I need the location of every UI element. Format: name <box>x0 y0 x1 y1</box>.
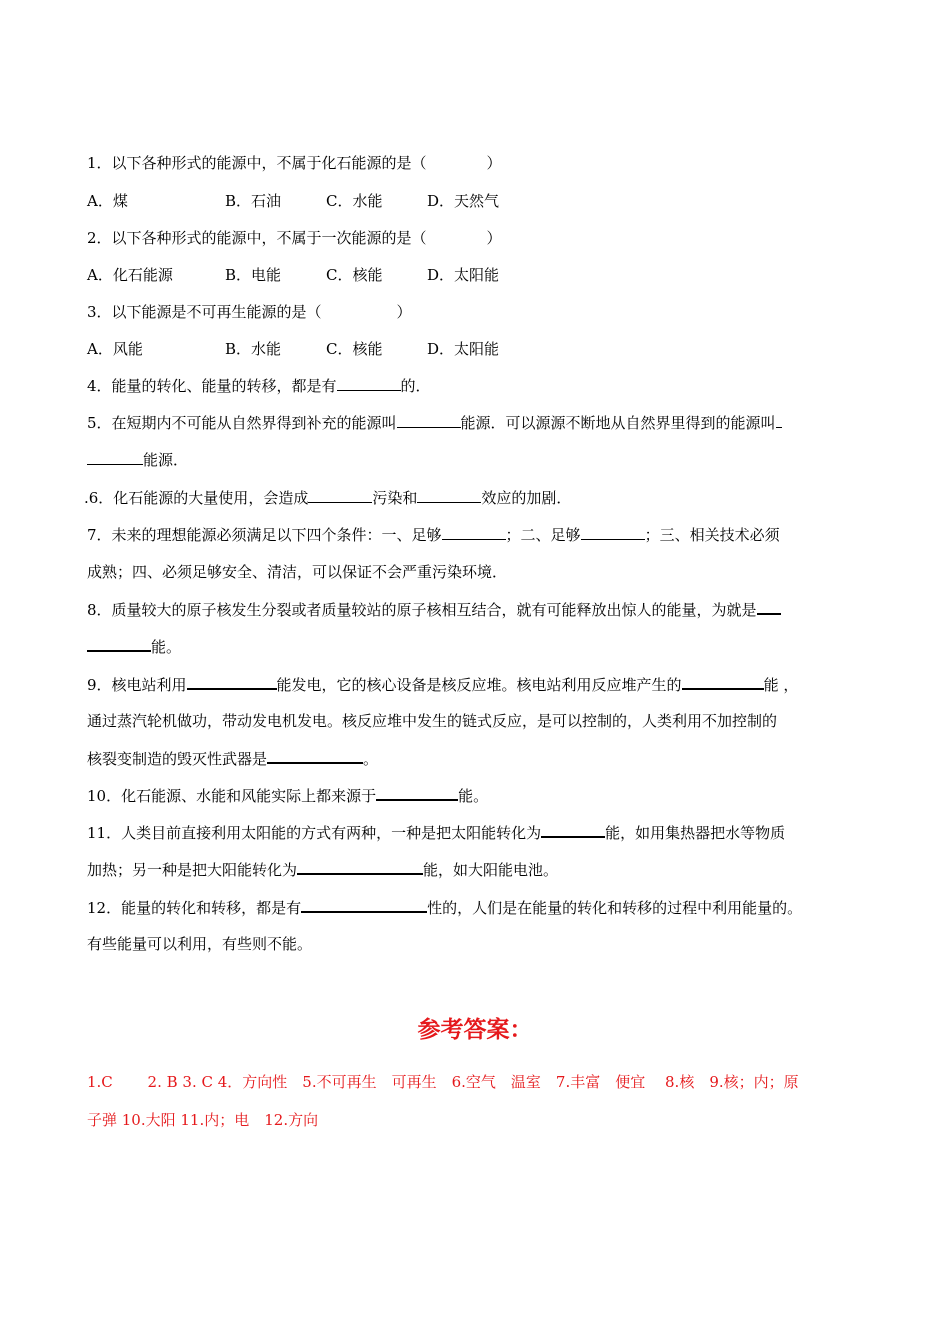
option-a: A．风能 <box>87 340 143 358</box>
option-d: D．太阳能 <box>427 266 500 284</box>
answer-blank <box>757 598 781 615</box>
answer-blank <box>267 747 363 764</box>
question-9-cont: 通过蒸汽轮机做功，带动发电机发电。核反应堆中发生的链式反应，是可以控制的，人类利用不加控制的 <box>87 712 778 730</box>
question-11: 11．人类目前直接利用太阳能的方式有两种，一种是把太阳能转化为 能，如用集热器把水等物质 <box>87 821 877 844</box>
question-7-cont: 成熟；四、必须足够安全、清洁，可以保证不会严重污染环境． <box>87 563 508 581</box>
question-3-options <box>87 338 877 360</box>
question-9: 9．核电站利用 能发电，它的核心设备是核反应堆。核电站利用反应堆产生的 能 ， <box>87 673 877 696</box>
question-6: .6．化石能源的大量使用，会造成 污染和 效应的加剧． <box>84 489 572 507</box>
question-2: 2．以下各种形式的能源中，不属于一次能源的是（ ） <box>87 229 502 247</box>
question-2-options <box>87 264 877 286</box>
option-c: C．水能 <box>326 192 383 210</box>
answer-blank <box>682 673 764 690</box>
question-7: 7．未来的理想能源必须满足以下四个条件：一、足够 ；二、足够 ；三、相关技术必须 <box>87 526 780 544</box>
option-a: A．煤 <box>87 192 128 210</box>
option-c: C．核能 <box>326 266 383 284</box>
answer-blank <box>308 487 372 503</box>
question-5-cont: 能源． <box>87 449 877 471</box>
option-b: B．石油 <box>225 192 282 210</box>
answer-blank <box>376 784 458 801</box>
question-8: 8．质量较大的原子核发生分裂或者质量较站的原子核相互结合，就有可能释放出惊人的能量，为就是 <box>87 598 877 621</box>
answer-blank <box>297 858 423 875</box>
answer-blank <box>87 635 151 652</box>
question-8-cont: 能。 <box>87 635 877 658</box>
question-10: 10．化石能源、水能和风能实际上都来源于 能。 <box>87 784 877 807</box>
answer-blank <box>442 524 506 540</box>
answer-blank <box>301 896 427 913</box>
question-4: 4．能量的转化、能量的转移，都是有 的． <box>87 377 431 395</box>
question-5: 5．在短期内不可能从自然界得到补充的能源叫 能源．可以源源不断地从自然界里得到的能源叫 <box>87 412 877 434</box>
answer-blank <box>187 673 277 690</box>
answer-blank <box>337 375 401 391</box>
question-3: 3．以下能源是不可再生能源的是（ ） <box>87 303 412 321</box>
answer-blank <box>417 487 481 503</box>
question-12-cont: 有些能量可以利用，有些则不能。 <box>87 935 313 953</box>
answer-blank <box>87 449 143 465</box>
answer-blank <box>581 524 645 540</box>
answer-blank <box>397 412 461 428</box>
option-b: B．水能 <box>225 340 282 358</box>
option-d: D．太阳能 <box>427 340 500 358</box>
question-11-cont: 加热；另一种是把大阳能转化为 能，如大阳能电池。 <box>87 858 877 881</box>
option-a: A．化石能源 <box>87 266 173 284</box>
question-9-cont2: 核裂变制造的毁灭性武器是 。 <box>87 747 877 770</box>
answer-blank <box>776 412 782 428</box>
question-12: 12．能量的转化和转移，都是有 性的，人们是在能量的转化和转移的过程中利用能量的。 <box>87 896 877 919</box>
question-1: 1．以下各种形式的能源中，不属于化石能源的是（ ） <box>87 154 502 172</box>
answer-key-title: 参考答案： <box>417 1017 533 1043</box>
option-b: B．电能 <box>225 266 282 284</box>
answer-key-line-1: 1.C 2. B 3. C 4．方向性 5.不可再生 可再生 6.空气 温室 7.丰富 便宜 8.核 9.核；内；原 <box>87 1073 799 1091</box>
question-1-options <box>87 190 877 212</box>
answer-key-line-2: 子弹 10.大阳 11.内；电 12.方向 <box>87 1111 319 1129</box>
answer-blank <box>541 821 605 838</box>
option-c: C．核能 <box>326 340 383 358</box>
option-d: D．天然气 <box>427 192 500 210</box>
